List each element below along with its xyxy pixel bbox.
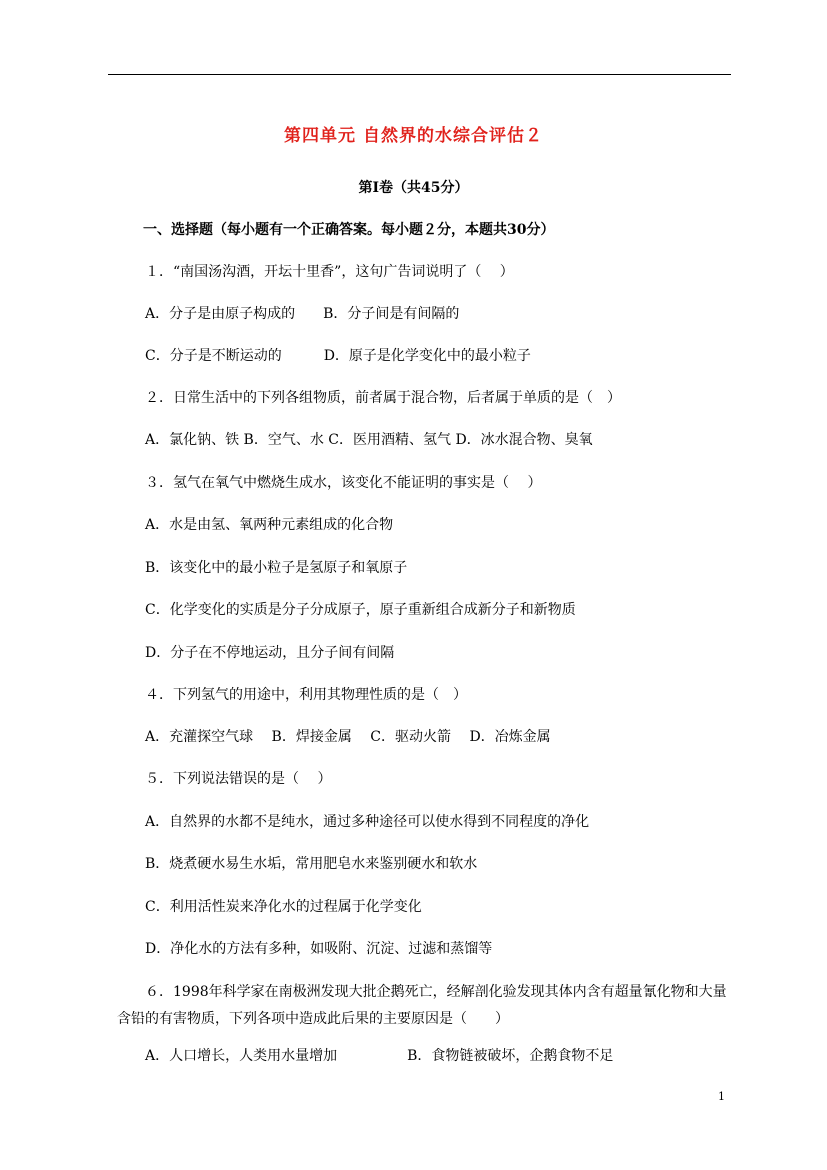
- header-rule: [108, 74, 731, 75]
- question-1: １．“南国汤沟酒，开坛十里香”，这句广告词说明了（ ）: [145, 264, 514, 280]
- question-3: ３．氢气在氧气中燃烧生成水，该变化不能证明的事实是（ ）: [145, 475, 542, 491]
- document-title: 第四单元 自然界的水综合评估２: [284, 126, 543, 146]
- question-3-option-d: D．分子在不停地运动，且分子间有间隔: [145, 645, 395, 661]
- question-5-option-c: C．利用活性炭来净化水的过程属于化学变化: [145, 899, 422, 915]
- question-5-option-d: D．净化水的方法有多种，如吸附、沉淀、过滤和蒸馏等: [145, 941, 493, 957]
- question-5-option-b: B．烧煮硬水易生水垢，常用肥皂水来鉴别硬水和软水: [145, 856, 478, 872]
- volume-subtitle: 第Ⅰ卷（共45分）: [358, 180, 469, 196]
- question-5: ５．下列说法错误的是（ ）: [145, 771, 332, 787]
- question-2: ２．日常生活中的下列各组物质，前者属于混合物，后者属于单质的是（ ）: [145, 390, 621, 406]
- question-3-option-a: A．水是由氢、氧两种元素组成的化合物: [145, 517, 394, 533]
- question-4-options: A．充灌探空气球 B．焊接金属 C．驱动火箭 D．冶炼金属: [145, 729, 551, 745]
- question-3-option-b: B．该变化中的最小粒子是氢原子和氧原子: [145, 560, 408, 576]
- section-heading: 一、选择题（每小题有一个正确答案。每小题２分，本题共30分）: [143, 222, 555, 238]
- question-6: ６．1998年科学家在南极洲发现大批企鹅死亡，经解剖化验发现其体内含有超量氰化物和大量含铅的有害物质，下列各项中造成此后果的主要原因是（ ）: [117, 984, 727, 1027]
- question-2-options: A．氯化钠、铁 B．空气、水 C．医用酒精、氢气 D．冰水混合物、臭氧: [145, 432, 593, 448]
- question-5-option-a: A．自然界的水都不是纯水，通过多种途径可以使水得到不同程度的净化: [145, 814, 590, 830]
- question-1-options-ab: A．分子是由原子构成的 B．分子间是有间隔的: [145, 306, 460, 322]
- question-3-option-c: C．化学变化的实质是分子分成原子，原子重新组合成新分子和新物质: [145, 602, 576, 618]
- page-number: 1: [718, 1090, 725, 1103]
- question-6-options-ab: A．人口增长，人类用水量增加 B．食物链被破坏，企鹅食物不足: [145, 1048, 614, 1064]
- question-1-options-cd: C．分子是不断运动的 D．原子是化学变化中的最小粒子: [145, 348, 531, 364]
- question-4: ４．下列氢气的用途中，利用其物理性质的是（ ）: [145, 687, 467, 703]
